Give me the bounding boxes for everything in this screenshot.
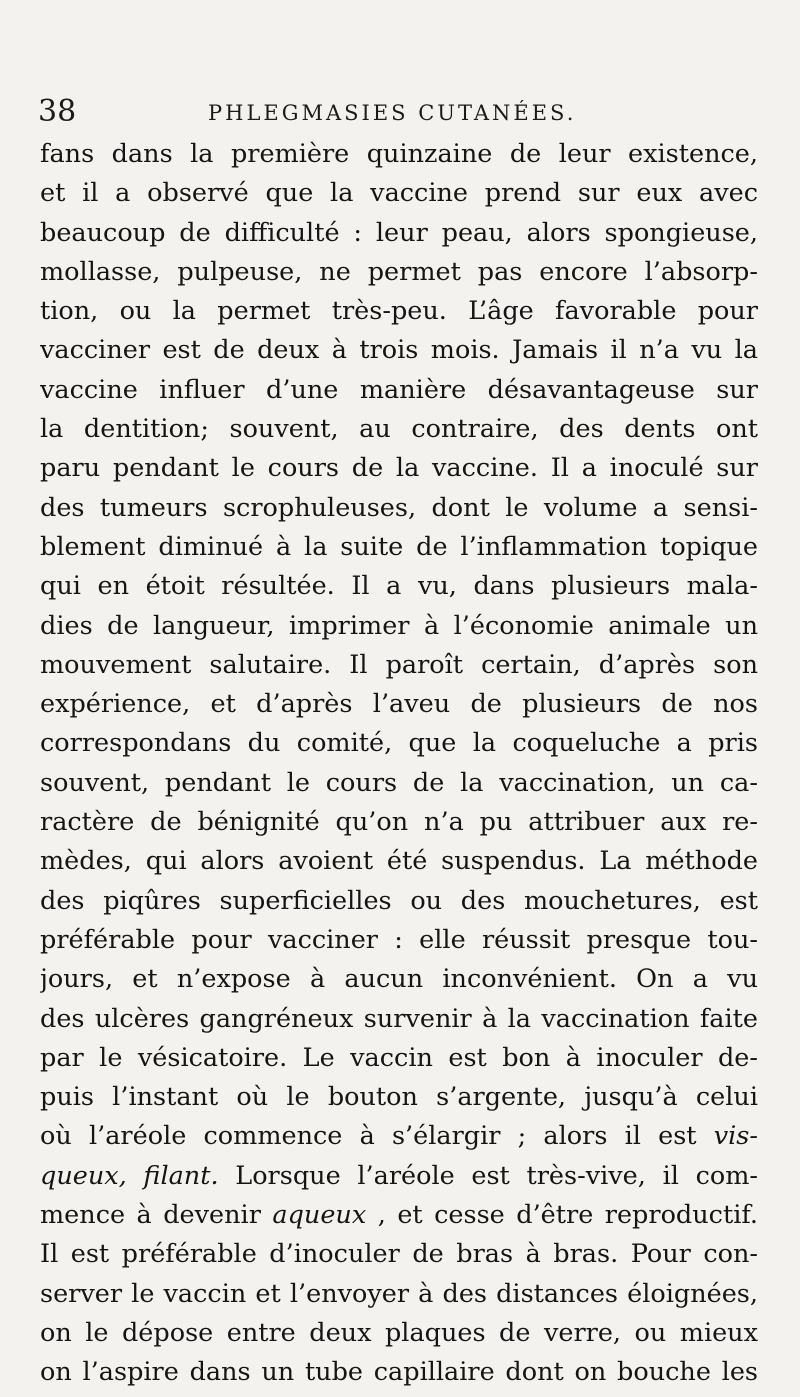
italic-segment: aqueux — [272, 1200, 367, 1231]
text-segment: où l’aréole commence à s’élargir ; alors il est — [40, 1121, 714, 1152]
text-line: puis l’instant où le bouton s’argente, jusqu’à celui — [40, 1082, 758, 1113]
text-line: préférable pour vacciner : elle réussit presque tou- — [40, 924, 758, 955]
text-line: souvent, pendant le cours de la vaccination, un ca- — [40, 767, 758, 798]
text-line-mixed — [40, 1196, 758, 1235]
running-title: PHLEGMASIES CUTANÉES. — [208, 101, 577, 125]
text-line: mouvement salutaire. Il paroît certain, d’après son — [40, 649, 758, 680]
text-segment: Lorsque l’aréole est très-vive, il com- — [218, 1160, 758, 1191]
text-line: ractère de bénignité qu’on n’a pu attribuer aux re- — [40, 807, 758, 838]
text-line: des tumeurs scrophuleuses, dont le volume a sensi- — [40, 492, 758, 523]
italic-segment: vis- — [713, 1121, 758, 1152]
text-line: on le dépose entre deux plaques de verre, ou mieux — [40, 1317, 758, 1348]
text-line: tion, ou la permet très-peu. L’âge favorable pour — [40, 296, 758, 327]
text-line: la dentition; souvent, au contraire, des dents ont — [40, 414, 758, 445]
body-text — [40, 135, 758, 1393]
text-segment: mence à devenir — [40, 1200, 273, 1231]
text-line: Il est préférable d’inoculer de bras à bras. Pour con- — [40, 1239, 758, 1270]
text-line-mixed — [40, 1157, 758, 1196]
text-line: par le vésicatoire. Le vaccin est bon à inoculer de- — [40, 1042, 758, 1073]
text-line: correspondans du comité, que la coqueluche a pris — [40, 728, 758, 759]
text-line: server le vaccin et l’envoyer à des distances éloignées, — [40, 1278, 758, 1309]
page-header — [38, 92, 778, 132]
text-line: fans dans la première quinzaine de leur existence, — [40, 139, 758, 169]
text-line: blement diminué à la suite de l’inflammation topique — [40, 531, 758, 562]
italic-segment: queux, filant. — [40, 1160, 219, 1191]
text-line: et il a observé que la vaccine prend sur eux avec — [40, 178, 758, 209]
text-line: jours, et n’expose à aucun inconvénient. On a vu — [40, 964, 758, 995]
text-line: des ulcères gangréneux survenir à la vaccination faite — [40, 1003, 758, 1034]
text-line: beaucoup de difficulté : leur peau, alors spongieuse, — [40, 217, 758, 248]
text-line: on l’aspire dans un tube capillaire dont on bouche les — [40, 1357, 758, 1388]
text-line: vaccine influer d’une manière désavantageuse sur — [40, 374, 758, 405]
text-line: paru pendant le cours de la vaccine. Il a inoculé sur — [40, 453, 758, 484]
text-segment: , et cesse d’être reproductif. — [366, 1200, 758, 1231]
text-line: des piqûres superficielles ou des mouchetures, est — [40, 885, 758, 916]
text-line: vacciner est de deux à trois mois. Jamais il n’a vu la — [40, 335, 758, 366]
text-line: qui en étoit résultée. Il a vu, dans plusieurs mala- — [40, 571, 758, 602]
text-line: mèdes, qui alors avoient été suspendus. La méthode — [40, 846, 758, 877]
text-line: mollasse, pulpeuse, ne permet pas encore l’absorp- — [40, 256, 758, 287]
text-line-mixed — [40, 1117, 758, 1156]
page-number: 38 — [38, 94, 77, 129]
text-line: dies de langueur, imprimer à l’économie animale un — [40, 610, 758, 641]
text-line: expérience, et d’après l’aveu de plusieurs de nos — [40, 689, 758, 720]
